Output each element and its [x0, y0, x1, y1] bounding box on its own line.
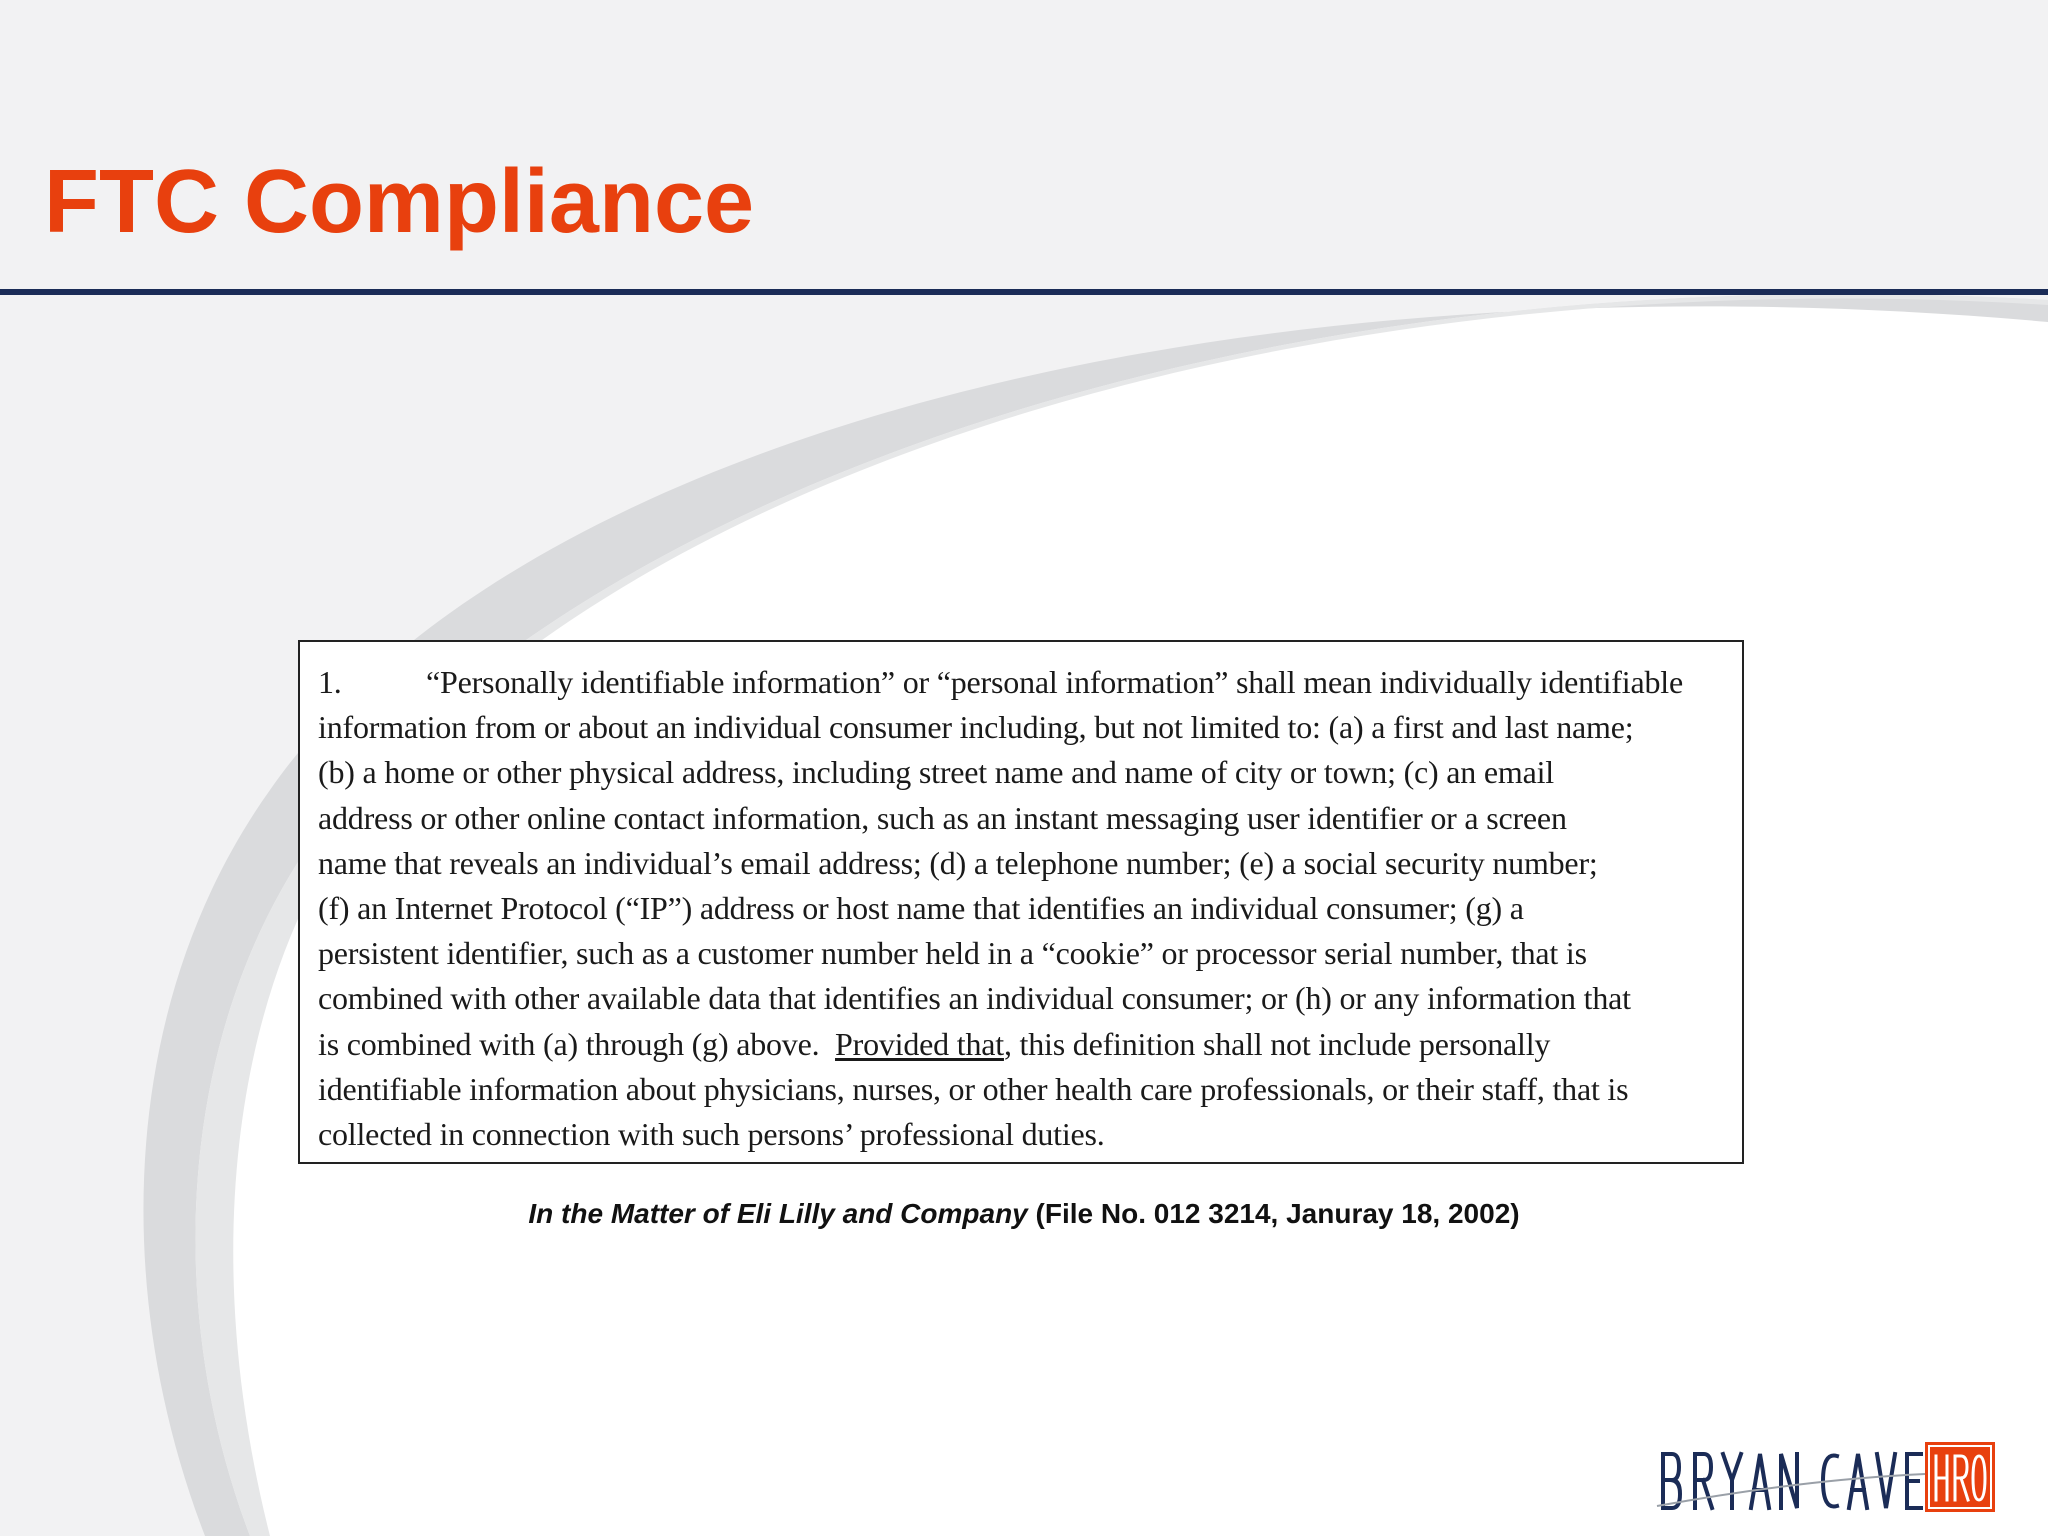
definition-line: identifiable information about physicians, nurses, or other health care professionals, or their staff, that is: [318, 1070, 1629, 1107]
definition-line-text: “Personally identifiable information” or “personal information” shall mean individually identifiable: [426, 664, 1683, 700]
definition-line: (b) a home or other physical address, including street name and name of city or town; (c) an email: [318, 754, 1554, 791]
case-details: (File No. 012 3214, Januray 18, 2002): [1027, 1198, 1520, 1229]
definition-line: [318, 1022, 1722, 1067]
definition-number: 1.: [318, 664, 342, 700]
definition-line-text: , this definition shall not include personally: [1003, 1025, 1551, 1062]
definition-line-text: is combined with (a) through (g) above.: [318, 1025, 836, 1062]
provided-that-underlined: Provided that: [835, 1025, 1004, 1062]
definition-line: collected in connection with such persons’ professional duties.: [318, 1116, 1105, 1153]
definition-line: address or other online contact information, such as an instant messaging user identifier or a screen: [318, 799, 1567, 836]
logo-wordmark-glyphs: [1663, 1454, 1921, 1508]
definition-line: (f) an Internet Protocol (“IP”) address or host name that identifies an individual consumer; (g) a: [318, 890, 1524, 927]
definition-line: persistent identifier, such as a customer number held in a “cookie” or processor serial number, that is: [318, 935, 1587, 972]
definition-line: [318, 660, 1722, 705]
definition-line: combined with other available data that identifies an individual consumer; or (h) or any information that: [318, 980, 1631, 1017]
case-citation: [0, 1196, 2048, 1232]
logo-hro-badge: [1925, 1442, 1995, 1512]
page-title: FTC Compliance: [44, 152, 755, 252]
case-name: In the Matter of Eli Lilly and Company: [528, 1198, 1028, 1229]
definition-line: information from or about an individual consumer including, but not limited to: (a) a first and last name;: [318, 709, 1634, 746]
definition-text-box: [298, 640, 1744, 1164]
definition-line: name that reveals an individual’s email address; (d) a telephone number; (e) a social security number;: [318, 844, 1598, 881]
title-divider: [0, 289, 2048, 295]
bryan-cave-logo: [1655, 1438, 1999, 1514]
